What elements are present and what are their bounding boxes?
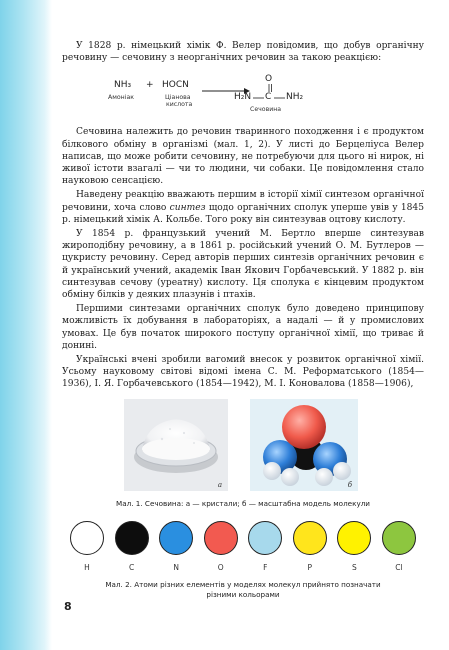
caption-cyanic-acid-2: кислота bbox=[166, 101, 193, 109]
paragraph-3-text-b: щодо органічних сполук уперше увів у 1845 р. німецький хімік А. Кольбе. Того року він синтезував оцтову кислоту. bbox=[62, 202, 424, 225]
page-number: 8 bbox=[64, 600, 72, 613]
atom-symbol: O bbox=[217, 562, 224, 572]
atom-symbol: N bbox=[173, 562, 179, 572]
urea-molecule-model bbox=[250, 399, 358, 491]
atom-symbol: C bbox=[128, 562, 135, 572]
caption-cyanic-acid-1: Ціанова bbox=[165, 94, 191, 102]
atom-circle bbox=[337, 521, 371, 555]
plus-sign: + bbox=[146, 80, 154, 91]
urea-synthesis-reaction bbox=[62, 70, 424, 116]
atom-p bbox=[293, 521, 327, 572]
atom-circle bbox=[159, 521, 193, 555]
atom-cl bbox=[382, 521, 416, 572]
atom-circle bbox=[115, 521, 149, 555]
figure-2-caption-line-2: різними кольорами bbox=[206, 589, 280, 599]
figure-1-caption: Мал. 1. Сечовина: а — кристали; б — масштабна модель молекули bbox=[116, 498, 370, 508]
atom-circle bbox=[293, 521, 327, 555]
product-carbon: C bbox=[265, 92, 272, 103]
caption-urea: Сечовина bbox=[250, 106, 282, 114]
atom-color-legend bbox=[62, 521, 424, 572]
paragraph-2: Сечовина належить до речовин тваринного походження і є продуктом білкового обміну в організмі (мал. 1, 2). У листі до Берцеліуса Велер написав, що може робити сечовину, не потребуючи для цього ні нирок, ні живої істоти взагалі — чи то людини, чи собаки. Це повідомлення стало науковою сенсацією. bbox=[62, 127, 424, 187]
reactant-cyanic-acid: HOCN bbox=[162, 80, 189, 91]
atom-s bbox=[337, 521, 371, 572]
caption-ammonia: Амоніак bbox=[108, 94, 134, 102]
model-label-b: б bbox=[347, 480, 352, 489]
paragraph-3-emphasis: синтез bbox=[169, 202, 206, 213]
product-amino-left: H₂N bbox=[234, 92, 252, 103]
textbook-page bbox=[62, 40, 424, 600]
atom-symbol: F bbox=[263, 562, 268, 572]
figure-1 bbox=[62, 399, 424, 499]
atom-symbol: S bbox=[351, 562, 357, 572]
atom-h bbox=[70, 521, 104, 572]
double-bond-icon bbox=[267, 84, 273, 92]
paragraph-3 bbox=[62, 189, 424, 226]
atom-circle bbox=[382, 521, 416, 555]
paragraph-3-text-a: Наведену реакцію вважають першим в історії хімії синтезом органічної речовини, хоча слово bbox=[62, 190, 424, 213]
figure-2-caption-line-1: Мал. 2. Атоми різних елементів у моделях молекул прийнято позначати bbox=[105, 579, 381, 589]
paragraph-5: Першими синтезами органічних сполук було доведено принципову можливість їх добування в лабораторіях, а надалі — й у промислових умовах. Це був початок широкого поступу органічної хімії, що триває й донині. bbox=[62, 304, 424, 351]
bond-right-icon bbox=[274, 97, 285, 99]
paragraph-4: У 1854 р. французький учений М. Бертло вперше синтезував жироподібну речовину, а в 1861 р. російський учений О. М. Бутлеров — цукристу речовину. Серед авторів перших синтезів органічних речовин є й український учений, академік Іван Якович Горбачевський. У 1882 р. він синтезував сечову (уреатну) кислоту. Ця сполука є кінцевим продуктом обміну білків у деяких плазунів і птахів. bbox=[62, 229, 424, 301]
atom-f bbox=[248, 521, 282, 572]
side-color-band bbox=[0, 0, 52, 650]
bond-left-icon bbox=[253, 97, 264, 99]
atom-symbol: Cl bbox=[395, 562, 403, 572]
product-oxygen: O bbox=[265, 74, 273, 85]
atom-o bbox=[204, 521, 238, 572]
atom-symbol: H bbox=[84, 562, 90, 572]
atom-symbol: P bbox=[307, 562, 313, 572]
atom-circle bbox=[204, 521, 238, 555]
atom-n bbox=[159, 521, 193, 572]
paragraph-1: У 1828 р. німецький хімік Ф. Велер повідомив, що добув органічну речовину — сечовину з неорганічних речовин за такою реакцією: bbox=[62, 41, 424, 64]
atom-circle bbox=[248, 521, 282, 555]
reactant-ammonia: NH₃ bbox=[114, 80, 132, 91]
photo-label-a: а bbox=[217, 480, 222, 489]
atom-c bbox=[115, 521, 149, 572]
product-amino-right: NH₂ bbox=[286, 92, 304, 103]
paragraph-6: Українські вчені зробили вагомий внесок у розвиток органічної хімії. Усьому науковому світові відомі імена С. М. Реформатського (1854—1936), І. Я. Горбачевського (1854—1942), М. І. Коновалова (1858—1906), bbox=[62, 355, 424, 390]
urea-crystals-photo bbox=[124, 399, 228, 491]
atom-circle bbox=[70, 521, 104, 555]
